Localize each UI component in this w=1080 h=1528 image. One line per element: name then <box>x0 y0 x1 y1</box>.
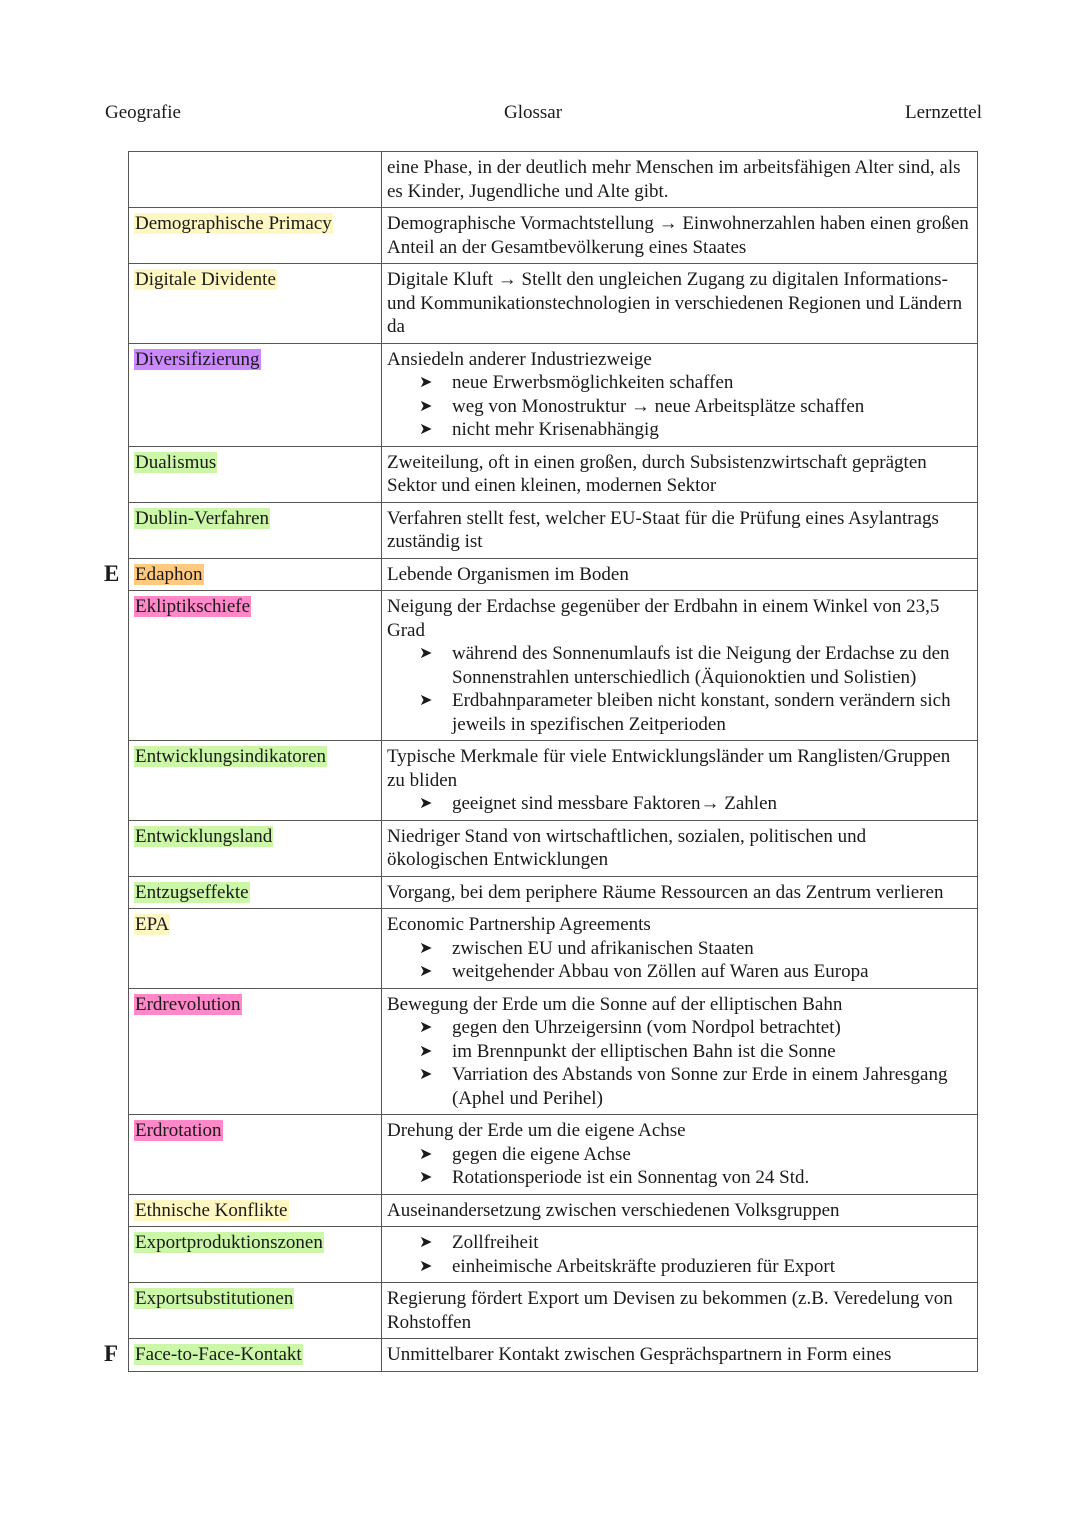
glossary-definition-cell <box>382 1194 978 1227</box>
definition-bullet: ➤ weg von Monostruktur → neue Arbeitsplätze schaffen <box>419 395 972 419</box>
glossary-term-cell <box>129 820 382 876</box>
glossary-term-cell <box>129 152 382 208</box>
glossary-definition: Digitale Kluft → Stellt den ungleichen Zugang zu digitalen Informations- und Kommunikationstechnologien in verschiedenen Regionen und Ländern da <box>387 269 963 337</box>
glossary-term-cell <box>129 264 382 344</box>
glossary-definition: Unmittelbarer Kontakt zwischen Gesprächspartnern in Form eines <box>387 1344 892 1365</box>
glossary-term-cell <box>129 446 382 502</box>
glossary-definition: Verfahren stellt fest, welcher EU-Staat für die Prüfung eines Asylantrags zuständig ist <box>387 507 939 552</box>
glossary-term: Entzugseffekte <box>135 881 249 903</box>
glossary-row <box>129 208 978 264</box>
glossary-row <box>129 502 978 558</box>
glossary-term-cell <box>129 909 382 989</box>
glossary-term-cell <box>129 1115 382 1195</box>
definition-bullet: ➤ einheimische Arbeitskräfte produzieren für Export <box>419 1255 972 1279</box>
glossary-term-cell <box>129 591 382 741</box>
glossary-row <box>129 1194 978 1227</box>
glossary-definition-cell <box>382 741 978 821</box>
definition-bullet-list <box>387 1231 972 1278</box>
glossary-definition-cell <box>382 502 978 558</box>
section-letter: F <box>104 1341 119 1366</box>
glossary-definition: Economic Partnership Agreements <box>387 914 651 935</box>
definition-bullet: ➤ im Brennpunkt der elliptischen Bahn ist die Sonne <box>419 1040 972 1064</box>
glossary-term: Edaphon <box>135 563 203 585</box>
glossary-term-cell <box>129 988 382 1115</box>
glossary-term: Ethnische Konflikte <box>135 1199 288 1221</box>
header-doc-type: Lernzettel <box>905 102 983 123</box>
header-title: Glossar <box>504 102 563 123</box>
definition-bullet: ➤ nicht mehr Krisenabhängig <box>419 418 972 442</box>
glossary-definition: Niedriger Stand von wirtschaftlichen, sozialen, politischen und ökologischen Entwicklungen <box>387 825 867 870</box>
glossary-row <box>129 1339 978 1372</box>
glossary-definition-cell <box>382 152 978 208</box>
glossary-row <box>129 876 978 909</box>
glossary-definition: Auseinandersetzung zwischen verschiedenen Volksgruppen <box>387 1199 840 1221</box>
glossary-definition-cell <box>382 909 978 989</box>
glossary-term-cell <box>129 1194 382 1227</box>
definition-bullet: ➤ Rotationsperiode ist ein Sonnentag von 24 Std. <box>419 1166 972 1190</box>
definition-bullet-list <box>387 1016 972 1110</box>
glossary-row <box>129 1115 978 1195</box>
glossary-term-cell <box>129 1227 382 1283</box>
glossary-definition: Vorgang, bei dem periphere Räume Ressourcen an das Zentrum verlieren <box>387 881 944 903</box>
glossary-term: Digitale Dividente <box>135 269 276 290</box>
definition-bullet: ➤ neue Erwerbsmöglichkeiten schaffen <box>419 371 972 395</box>
definition-bullet: ➤ Zollfreiheit <box>419 1231 972 1255</box>
glossary-definition-cell <box>382 343 978 446</box>
glossary-term-cell <box>129 208 382 264</box>
glossary-term: Exportsubstitutionen <box>135 1288 294 1309</box>
glossary-term-cell <box>129 741 382 821</box>
glossary-row <box>129 591 978 741</box>
glossary-definition: Lebende Organismen im Boden <box>387 563 629 585</box>
glossary-row <box>129 988 978 1115</box>
glossary-definition: Regierung fördert Export um Devisen zu bekommen (z.B. Veredelung von Rohstoffen <box>387 1288 953 1333</box>
glossary-term: Erdrotation <box>135 1120 222 1141</box>
glossary-body <box>104 152 978 1372</box>
glossary-definition-cell <box>382 558 978 591</box>
glossary-row <box>129 446 978 502</box>
glossary-definition-cell <box>382 1283 978 1339</box>
glossary-term-cell <box>129 343 382 446</box>
section-letter: E <box>104 560 120 586</box>
glossary-row <box>129 1283 978 1339</box>
glossary-term: Exportproduktionszonen <box>135 1232 323 1253</box>
glossary-definition-cell <box>382 1115 978 1195</box>
glossary-definition-cell <box>382 988 978 1115</box>
definition-bullet: ➤ Erdbahnparameter bleiben nicht konstant, sondern verändern sich jeweils in spezifischen Zeitperioden <box>419 689 972 736</box>
glossary-term: Entwicklungsland <box>135 825 273 847</box>
glossary-term-cell <box>129 502 382 558</box>
glossary-definition-cell <box>382 1227 978 1283</box>
glossary-row <box>129 558 978 591</box>
glossary-term: Entwicklungsindikatoren <box>135 746 327 767</box>
glossary-definition-cell <box>382 820 978 876</box>
glossary-term: Ekliptikschiefe <box>135 596 251 617</box>
glossary-row <box>129 741 978 821</box>
definition-bullet-list <box>387 642 972 736</box>
glossary-definition: Zweiteilung, oft in einen großen, durch Subsistenzwirtschaft geprägten Sektor und einen kleinen, modernen Sektor <box>387 451 927 496</box>
glossary-table <box>104 151 978 1372</box>
definition-bullet: ➤ weitgehender Abbau von Zöllen auf Waren aus Europa <box>419 960 972 984</box>
definition-bullet: ➤ gegen den Uhrzeigersinn (vom Nordpol betrachtet) <box>419 1016 972 1040</box>
glossary-term-cell <box>129 1283 382 1339</box>
glossary-term: Dualismus <box>135 451 217 473</box>
glossary-row <box>129 820 978 876</box>
definition-bullet-list <box>387 937 972 984</box>
glossary-definition-cell <box>382 446 978 502</box>
glossary-term: Demographische Primacy <box>135 213 332 234</box>
glossary-row <box>129 909 978 989</box>
glossary-row <box>129 152 978 208</box>
glossary-definition-cell <box>382 1339 978 1372</box>
glossary-definition: Ansiedeln anderer Industriezweige <box>387 348 652 370</box>
glossary-term: Diversifizierung <box>135 348 260 370</box>
definition-bullet: ➤ zwischen EU und afrikanischen Staaten <box>419 937 972 961</box>
glossary-definition-cell <box>382 591 978 741</box>
glossary-definition-cell <box>382 208 978 264</box>
glossary-term-cell <box>129 876 382 909</box>
definition-bullet: ➤ während des Sonnenumlaufs ist die Neigung der Erdachse zu den Sonnenstrahlen unterschiedlich (Äquionoktien und Solistien) <box>419 642 972 689</box>
definition-bullet: ➤ Varriation des Abstands von Sonne zur Erde in einem Jahresgang (Aphel und Perihel) <box>419 1063 972 1110</box>
glossary-term: Face-to-Face-Kontakt <box>135 1344 302 1365</box>
glossary-definition: Demographische Vormachtstellung → Einwohnerzahlen haben einen großen Anteil an der Gesamtbevölkerung eines Staates <box>387 213 969 258</box>
glossary-row <box>129 264 978 344</box>
glossary-term-cell <box>104 1339 382 1372</box>
glossary-term: EPA <box>135 914 170 935</box>
glossary-term: Erdrevolution <box>135 993 241 1015</box>
definition-bullet: ➤ gegen die eigene Achse <box>419 1143 972 1167</box>
definition-bullet-list <box>387 792 972 816</box>
definition-bullet: ➤ geeignet sind messbare Faktoren→ Zahlen <box>419 792 972 816</box>
glossary-term: Dublin-Verfahren <box>135 507 270 529</box>
glossary-row <box>129 343 978 446</box>
glossary-definition: Bewegung der Erde um die Sonne auf der elliptischen Bahn <box>387 993 843 1015</box>
glossary-definition-cell <box>382 264 978 344</box>
definition-bullet-list <box>387 371 972 442</box>
glossary-row <box>129 1227 978 1283</box>
header-subject: Geografie <box>105 102 181 123</box>
glossary-definition-cell <box>382 876 978 909</box>
glossary-definition: Typische Merkmale für viele Entwicklungsländer um Ranglisten/Gruppen zu bliden <box>387 746 951 791</box>
definition-bullet-list <box>387 1143 972 1190</box>
glossary-definition: Neigung der Erdachse gegenüber der Erdbahn in einem Winkel von 23,5 Grad <box>387 596 940 641</box>
glossary-definition: eine Phase, in der deutlich mehr Menschen im arbeitsfähigen Alter sind, als es Kinder, Jugendliche und Alte gibt. <box>387 157 961 202</box>
glossary-definition: Drehung der Erde um die eigene Achse <box>387 1120 686 1141</box>
glossary-term-cell <box>104 558 382 591</box>
